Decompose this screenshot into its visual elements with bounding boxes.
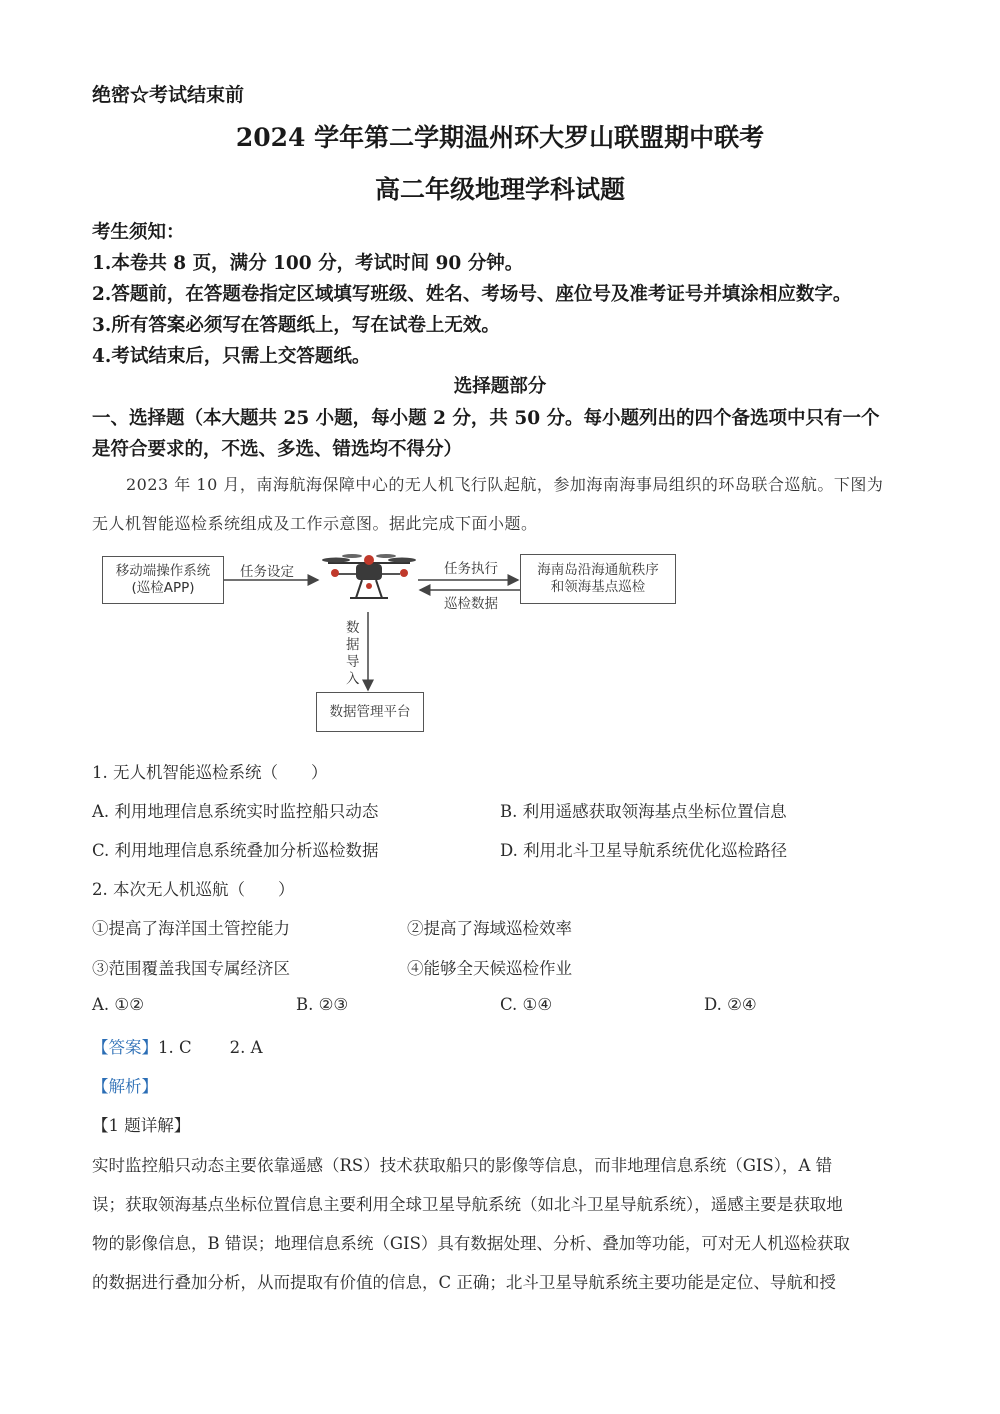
question-2-option-d: D. ②④	[704, 995, 757, 1014]
notice-heading: 考生须知：	[92, 222, 185, 243]
notice-item: 1.本卷共 8 页，满分 100 分，考试时间 90 分钟。	[92, 253, 524, 274]
confidential-mark: 绝密☆考试结束前	[92, 84, 245, 106]
patrol-data-label: 巡检数据	[444, 596, 498, 612]
analysis-label: 【解析】	[92, 1077, 158, 1096]
intro-text: 无人机智能巡检系统组成及工作示意图。据此完成下面小题。	[92, 514, 538, 533]
data-platform-label: 数据管理平台	[329, 703, 411, 720]
analysis-text: 误；获取领海基点坐标位置信息主要利用全球卫星导航系统（如北斗卫星导航系统），遥感主要是获取地	[92, 1195, 843, 1214]
analysis-sub-label: 【1 题详解】	[92, 1116, 191, 1135]
task-execution-label: 任务执行	[444, 561, 498, 577]
analysis-text: 物的影像信息，B 错误；地理信息系统（GIS）具有数据处理、分析、叠加等功能，可对无人机巡检获取	[92, 1234, 850, 1253]
question-1-option-b: B. 利用遥感获取领海基点坐标位置信息	[500, 802, 787, 821]
notice-item: 3.所有答案必须写在答题纸上，写在试卷上无效。	[92, 315, 500, 336]
mobile-app-sublabel: (巡检APP)	[131, 580, 195, 596]
question-2-option-b: B. ②③	[296, 995, 349, 1014]
analysis-text: 的数据进行叠加分析，从而提取有价值的信息，C 正确；北斗卫星导航系统主要功能是定位、导航和授	[92, 1273, 836, 1292]
question-2-option-c: C. ①④	[500, 995, 553, 1014]
mobile-app-box	[102, 556, 224, 604]
analysis-text: 实时监控船只动态主要依靠遥感（RS）技术获取船只的影像等信息，而非地理信息系统（GIS），A 错	[92, 1156, 833, 1175]
mobile-app-label: 移动端操作系统	[115, 563, 211, 579]
exam-subtitle: 高二年级地理学科试题	[374, 175, 625, 204]
answer-2: 2. A	[229, 1038, 263, 1057]
notice-item: 4.考试结束后，只需上交答题纸。	[92, 346, 371, 367]
question-2-statement: ③范围覆盖我国专属经济区	[92, 959, 290, 978]
coastal-patrol-label: 海南岛沿海通航秩序	[537, 562, 659, 578]
question-1-stem: 1. 无人机智能巡检系统（ ）	[92, 763, 328, 782]
intro-text: 2023 年 10 月，南海航海保障中心的无人机飞行队起航，参加海南海事局组织的环岛联合巡航。下图为	[126, 475, 884, 494]
data-import-char: 据	[346, 637, 360, 653]
coastal-patrol-box	[520, 554, 676, 604]
exam-title: 2024 学年第二学期温州环大罗山联盟期中联考	[235, 123, 765, 152]
data-import-char: 数	[346, 620, 360, 636]
coastal-patrol-sublabel: 和领海基点巡检	[550, 579, 646, 595]
question-1-option-c: C. 利用地理信息系统叠加分析巡检数据	[92, 841, 379, 860]
section-instruction: 是符合要求的，不选、多选、错选均不得分）	[92, 439, 463, 460]
data-import-label	[346, 620, 362, 688]
question-2-statement: ②提高了海域巡检效率	[407, 919, 572, 938]
data-import-char: 入	[346, 671, 360, 687]
answer-label: 【答案】	[92, 1038, 158, 1057]
task-setting-label: 任务设定	[240, 564, 294, 580]
question-2-option-a: A. ①②	[92, 995, 144, 1014]
answer-1: 1. C	[158, 1038, 192, 1057]
data-platform-box	[316, 692, 424, 732]
question-2-statement: ①提高了海洋国土管控能力	[92, 919, 290, 938]
data-import-char: 导	[346, 654, 360, 670]
notice-item: 2.答题前，在答题卷指定区域填写班级、姓名、考场号、座位号及准考证号并填涂相应数字。	[92, 284, 852, 305]
question-2-statement: ④能够全天候巡检作业	[407, 959, 572, 978]
section-instruction: 一、选择题（本大题共 25 小题，每小题 2 分，共 50 分。每小题列出的四个备选项中只有一个	[92, 408, 880, 429]
question-2-stem: 2. 本次无人机巡航（ ）	[92, 880, 295, 899]
section-title: 选择题部分	[453, 376, 547, 397]
question-1-option-d: D. 利用北斗卫星导航系统优化巡检路径	[500, 841, 788, 860]
question-1-option-a: A. 利用地理信息系统实时监控船只动态	[92, 802, 379, 821]
drone-icon	[322, 554, 416, 598]
answer-line	[92, 1034, 263, 1058]
